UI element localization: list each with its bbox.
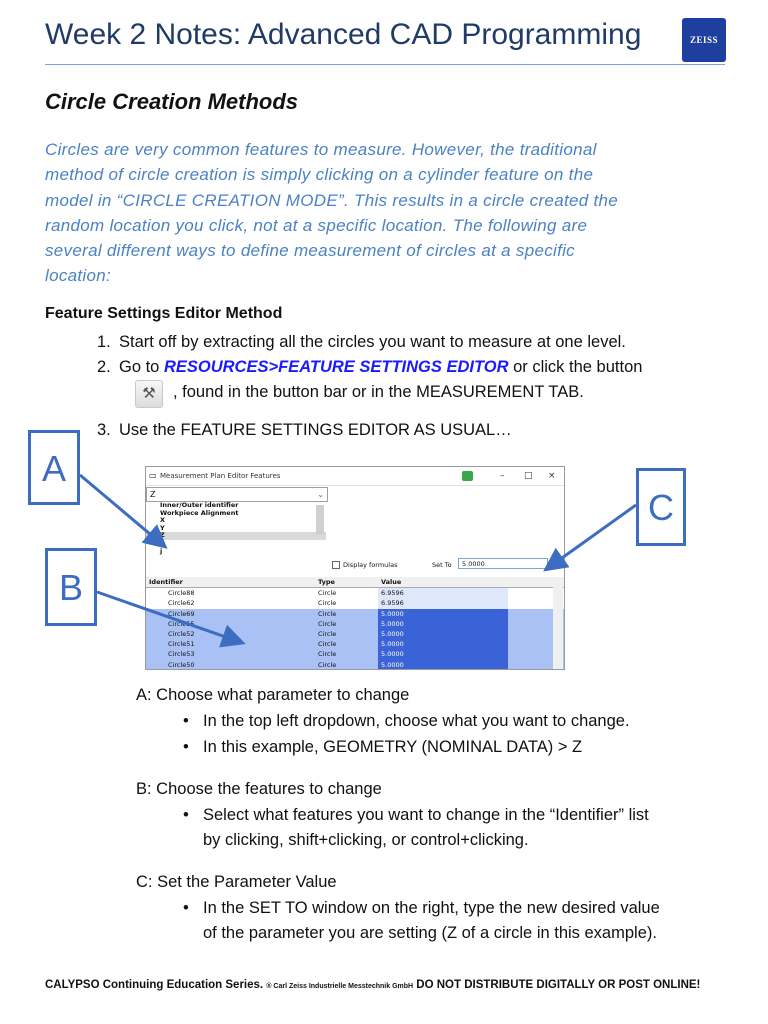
- bullet-text: In this example, GEOMETRY (NOMINAL DATA) > Z: [203, 738, 583, 756]
- intro-line: model in “CIRCLE CREATION MODE”. This results in a circle created the: [45, 190, 619, 210]
- type-cell: Circle: [318, 640, 337, 649]
- footer-copyright: ® Carl Zeiss Industrielle Messtechnik GmbH: [266, 983, 414, 990]
- step-text: or click the button: [508, 358, 643, 376]
- intro-line: location:: [45, 266, 112, 286]
- value-cell: 6.9596: [378, 598, 508, 608]
- value-cell: 6.9596: [378, 588, 508, 598]
- intro-line: method of circle creation is simply clicking on a cylinder feature on the: [45, 165, 594, 185]
- value-cell: 5.0000: [378, 660, 508, 670]
- chevron-down-icon: ⌄: [317, 490, 324, 499]
- list-item[interactable]: j: [160, 546, 163, 555]
- type-cell: Circle: [318, 619, 337, 628]
- identifier-cell: Circle69: [168, 609, 195, 618]
- set-to-input[interactable]: 5.0000: [458, 558, 548, 569]
- value-cell: 5.0000: [378, 629, 508, 639]
- identifier-cell: Circle50: [168, 660, 195, 669]
- list-item[interactable]: Inner/Outer identifier: [160, 501, 239, 509]
- column-header[interactable]: Identifier: [149, 578, 183, 586]
- window-icon: ▭: [149, 471, 157, 480]
- checkbox-label: Display formulas: [343, 561, 398, 569]
- page-title: Week 2 Notes: Advanced CAD Programming: [45, 18, 642, 51]
- maximize-button[interactable]: □: [524, 471, 533, 481]
- type-cell: Circle: [318, 589, 337, 598]
- identifier-cell: Circle53: [168, 650, 195, 659]
- footer-series: CALYPSO Continuing Education Series.: [45, 979, 264, 991]
- section-heading: Circle Creation Methods: [45, 89, 299, 114]
- identifier-cell: Circle52: [168, 629, 195, 638]
- intro-line: several different ways to define measurement of circles at a specific: [45, 241, 575, 261]
- callout-c: C: [636, 468, 686, 546]
- bullet-item: [183, 735, 583, 760]
- list-item[interactable]: X: [160, 516, 166, 525]
- callout-b: B: [45, 548, 97, 626]
- close-button[interactable]: ×: [548, 471, 556, 481]
- arrow-c: [548, 505, 636, 568]
- column-header[interactable]: Value: [381, 578, 402, 586]
- step-2-continued: , found in the button bar or in the MEASUREMENT TAB.: [173, 383, 584, 401]
- intro-line: Circles are very common features to measure. However, the traditional: [45, 140, 597, 159]
- type-cell: Circle: [318, 629, 337, 638]
- type-cell: Circle: [318, 660, 337, 669]
- bullet-icon: •: [183, 806, 189, 824]
- step-number: 3.: [97, 421, 111, 439]
- bullet-text: In the top left dropdown, choose what you want to change.: [203, 712, 630, 730]
- type-cell: Circle: [318, 599, 337, 608]
- list-item[interactable]: Y: [160, 523, 165, 532]
- bullet-icon: •: [183, 899, 189, 917]
- explanation-c-title: C: Set the Parameter Value: [136, 873, 337, 891]
- bullet-continuation: by clicking, shift+clicking, or control+clicking.: [203, 831, 529, 849]
- list-item-selected[interactable]: Z: [146, 532, 326, 540]
- bullet-item: [183, 709, 630, 734]
- bullet-icon: •: [183, 738, 189, 756]
- list-item[interactable]: Workpiece Alignment: [160, 508, 239, 517]
- arrow-b: [97, 592, 240, 642]
- step-number: 2.: [97, 358, 111, 376]
- set-to-label: Set To: [432, 561, 452, 569]
- bullet-item: [183, 896, 660, 921]
- type-cell: Circle: [318, 609, 337, 618]
- step-number: 1.: [97, 333, 111, 351]
- column-header[interactable]: Type: [318, 578, 335, 586]
- type-cell: Circle: [318, 650, 337, 659]
- bullet-continuation: of the parameter you are setting (Z of a circle in this example).: [203, 924, 657, 942]
- dialog-title: Measurement Plan Editor Features: [160, 472, 281, 480]
- arrow-a: [80, 475, 163, 545]
- explanation-b-title: B: Choose the features to change: [136, 780, 382, 798]
- method-heading: Feature Settings Editor Method: [45, 305, 283, 322]
- intro-line: random location you click, not at a specific location. The following are: [45, 215, 588, 235]
- value-cell: 5.0000: [378, 649, 508, 659]
- step-text: Use the FEATURE SETTINGS EDITOR AS USUAL…: [119, 421, 512, 439]
- callout-a: A: [28, 430, 80, 505]
- footer-warning: DO NOT DISTRIBUTE DIGITALLY OR POST ONLINE!: [416, 979, 701, 991]
- identifier-cell: Circle88: [168, 589, 195, 598]
- bullet-item: [183, 803, 649, 828]
- identifier-cell: Circle62: [168, 599, 195, 608]
- identifier-cell: Circle51: [168, 640, 195, 649]
- value-cell: 5.0000: [378, 609, 508, 619]
- bullet-icon: •: [183, 712, 189, 730]
- wrench-icon: ⚒: [142, 385, 156, 402]
- bullet-text: In the SET TO window on the right, type the new desired value: [203, 899, 660, 917]
- step-text: Go to: [119, 358, 164, 376]
- minimize-button[interactable]: –: [500, 471, 505, 481]
- explanation-a-title: A: Choose what parameter to change: [136, 686, 410, 704]
- footer: [45, 979, 700, 991]
- value-cell: 5.0000: [378, 639, 508, 649]
- dropdown-value: Z: [150, 490, 156, 499]
- logo-text: ZEISS: [689, 35, 719, 45]
- value-cell: 5.0000: [378, 619, 508, 629]
- identifier-cell: Circle55: [168, 619, 195, 628]
- resources-menu-link[interactable]: RESOURCES>FEATURE SETTINGS EDITOR: [163, 358, 509, 376]
- bullet-text: Select what features you want to change in the “Identifier” list: [203, 806, 649, 824]
- step-text: Start off by extracting all the circles you want to measure at one level.: [119, 333, 626, 351]
